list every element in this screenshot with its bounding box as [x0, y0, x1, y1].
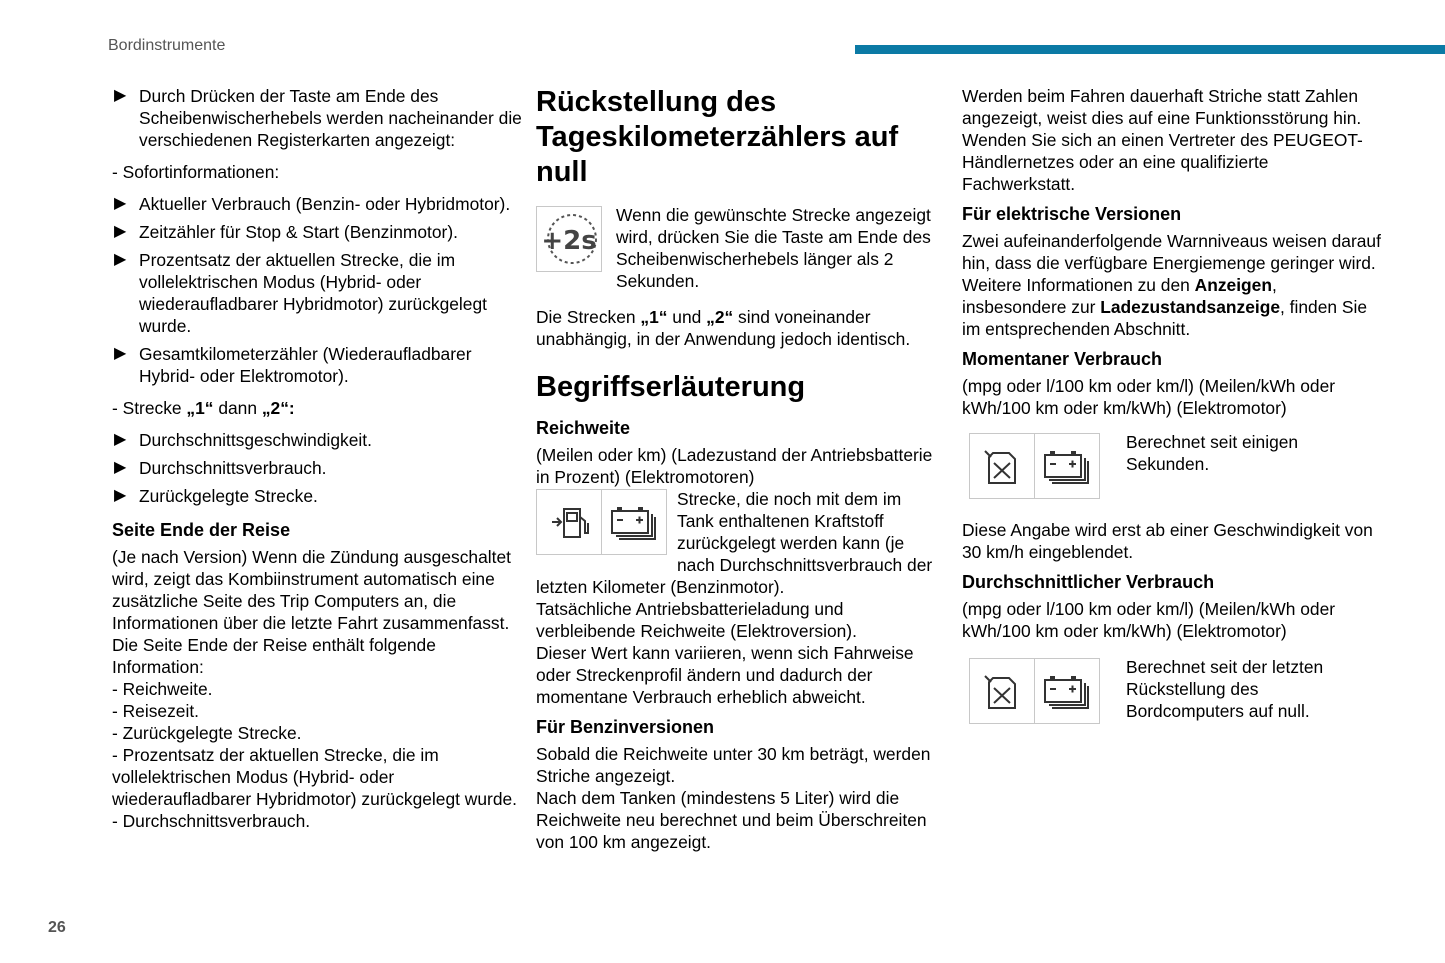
- triangle-bullet-icon: ▶: [114, 195, 127, 212]
- sofort-list: [112, 193, 522, 387]
- benzin-text2: Nach dem Tanken (mindestens 5 Liter) wird die Reichweite neu berechnet und beim Überschreiten von 100 km angezeigt.: [536, 788, 927, 852]
- intro-bullet: ▶ Durch Drücken der Taste am Ende des Scheibenwischerhebels werden nacheinander die verschiedenen Registerkarten angezeigt:: [114, 86, 522, 150]
- plus-2-seconds-icon: [537, 207, 601, 271]
- list-item: ▶ Gesamtkilometerzähler (Wiederaufladbarer Hybrid- oder Elektromotor).: [114, 344, 472, 386]
- momentan-units: (mpg oder l/100 km oder km/l) (Meilen/kWh oder kWh/100 km oder km/kWh) (Elektromotor): [962, 376, 1336, 418]
- ende-text: (Je nach Version) Wenn die Zündung ausgeschaltet wird, zeigt das Kombiinstrument automatisch eine zusätzliche Seite des Trip Computers an, die Informationen über die letzte Fahrt zusammenfasst.: [112, 547, 511, 633]
- momentan-icon-box: [969, 433, 1100, 499]
- reset-block: [536, 204, 936, 292]
- reichweite-heading: Reichweite: [536, 418, 631, 438]
- momentan-note: Diese Angabe wird erst ab einer Geschwindigkeit von 30 km/h eingeblendet.: [962, 520, 1373, 562]
- column-1: [112, 85, 522, 832]
- battery-icon: [1035, 659, 1099, 723]
- reset-heading: Rückstellung des Tageskilometerzählers auf null: [536, 86, 899, 188]
- list-item: ▶ Aktueller Verbrauch (Benzin- oder Hybridmotor).: [114, 194, 511, 214]
- ende-heading: Seite Ende der Reise: [112, 520, 291, 540]
- durchschnitt-block: [962, 658, 1382, 724]
- list-item: ▶ Prozentsatz der aktuellen Strecke, die im vollelektrischen Modus (Hybrid- oder wiederaufladbarer Hybridmotor) zurückgelegt wurde.: [114, 250, 487, 336]
- list-item: ▶ Zurückgelegte Strecke.: [114, 486, 318, 506]
- page-number: 26: [48, 919, 66, 936]
- elektrisch-text: Zwei aufeinanderfolgende Warnniveaus weisen darauf hin, dass die verfügbare Energiemenge geringer wird.: [962, 231, 1381, 273]
- svg-text:+2s: +2s: [541, 226, 597, 256]
- section-title: Bordinstrumente: [108, 37, 226, 54]
- momentan-block: [962, 433, 1382, 499]
- benzin-text1: Sobald die Reichweite unter 30 km beträgt, werden Striche angezeigt.: [536, 744, 931, 786]
- fuel-can-icon: [970, 659, 1035, 723]
- list-item: ▶ Durchschnittsverbrauch.: [114, 458, 327, 478]
- triangle-bullet-icon: ▶: [114, 251, 127, 268]
- ende-item: - Prozentsatz der aktuellen Strecke, die im vollelektrischen Modus (Hybrid- oder wiederaufladbarer Hybridmotor) zurückgelegt wurde.: [112, 745, 518, 809]
- sofort-label: - Sofortinformationen:: [112, 162, 280, 182]
- durchschnitt-icon-text: Berechnet seit der letzten Rückstellung des Bordcomputers auf null.: [1126, 657, 1324, 721]
- ende-item: - Zurückgelegte Strecke.: [112, 723, 302, 743]
- triangle-bullet-icon: ▶: [114, 87, 127, 104]
- ende-text: Die Seite Ende der Reise enthält folgende Information:: [112, 635, 436, 677]
- reichweite-units: (Meilen oder km) (Ladezustand der Antriebsbatterie in Prozent) (Elektromotoren): [536, 445, 933, 487]
- strecke-list: [112, 429, 522, 507]
- benzin-heading: Für Benzinversionen: [536, 717, 715, 737]
- durchschnitt-heading: Durchschnittlicher Verbrauch: [962, 572, 1215, 592]
- reichweite-text2: Tatsächliche Antriebsbatterieladung und verbleibende Reichweite (Elektroversion).: [536, 599, 857, 641]
- reichweite-icon-box: [536, 489, 667, 555]
- begriff-heading: Begriffserläuterung: [536, 371, 806, 403]
- elektrisch-heading: Für elektrische Versionen: [962, 204, 1182, 224]
- striche-text: Werden beim Fahren dauerhaft Striche statt Zahlen angezeigt, weist dies auf eine Funktionsstörung hin.: [962, 86, 1362, 128]
- reichweite-text: Strecke, die noch mit dem im Tank enthaltenen Kraftstoff zurückgelegt werden kann (je nach Durchschnittsverbrauch der letzten Kilometer (Benzinmotor).: [536, 489, 933, 597]
- triangle-bullet-icon: ▶: [114, 223, 127, 240]
- battery-range-icon: [602, 490, 666, 554]
- triangle-bullet-icon: ▶: [114, 487, 127, 504]
- triangle-bullet-icon: ▶: [114, 459, 127, 476]
- battery-icon: [1035, 434, 1099, 498]
- reset-note: Die Strecken „1“ und „2“ sind voneinander unabhängig, in der Anwendung jedoch identisch.: [536, 307, 911, 349]
- column-2: [536, 85, 936, 853]
- vertreter-text: Wenden Sie sich an einen Vertreter des PEUGEOT-Händlernetzes oder an eine qualifizierte Fachwerkstatt.: [962, 130, 1363, 194]
- info-text: Weitere Informationen zu den Anzeigen, insbesondere zur Ladezustandsanzeige, finden Sie im entsprechenden Abschnitt.: [962, 275, 1368, 339]
- ende-item: - Reisezeit.: [112, 701, 199, 721]
- header-accent-bar: [855, 45, 1445, 54]
- reset-icon-box: [536, 206, 602, 272]
- triangle-bullet-icon: ▶: [114, 345, 127, 362]
- momentan-heading: Momentaner Verbrauch: [962, 349, 1163, 369]
- triangle-bullet-icon: ▶: [114, 431, 127, 448]
- momentan-icon-text: Berechnet seit einigen Sekunden.: [1126, 432, 1299, 474]
- fuel-can-icon: [970, 434, 1035, 498]
- list-item: ▶ Durchschnittsgeschwindigkeit.: [114, 430, 372, 450]
- durchschnitt-icon-box: [969, 658, 1100, 724]
- column-3: [962, 85, 1382, 724]
- list-item: ▶ Zeitzähler für Stop & Start (Benzinmotor).: [114, 222, 458, 242]
- reichweite-text3: Dieser Wert kann variieren, wenn sich Fahrweise oder Streckenprofil ändern und dadurch der momentane Verbrauch erheblich abweicht.: [536, 643, 914, 707]
- ende-item: - Reichweite.: [112, 679, 213, 699]
- fuel-range-icon: [537, 490, 602, 554]
- reset-text: Wenn die gewünschte Strecke angezeigt wird, drücken Sie die Taste am Ende des Scheibenwischerhebels länger als 2 Sekunden.: [616, 205, 931, 291]
- reichweite-block: [536, 488, 936, 598]
- durchschnitt-units: (mpg oder l/100 km oder km/l) (Meilen/kWh oder kWh/100 km oder km/kWh) (Elektromotor): [962, 599, 1336, 641]
- strecke-label: - Strecke „1“ dann „2“:: [112, 398, 295, 418]
- ende-item: - Durchschnittsverbrauch.: [112, 811, 311, 831]
